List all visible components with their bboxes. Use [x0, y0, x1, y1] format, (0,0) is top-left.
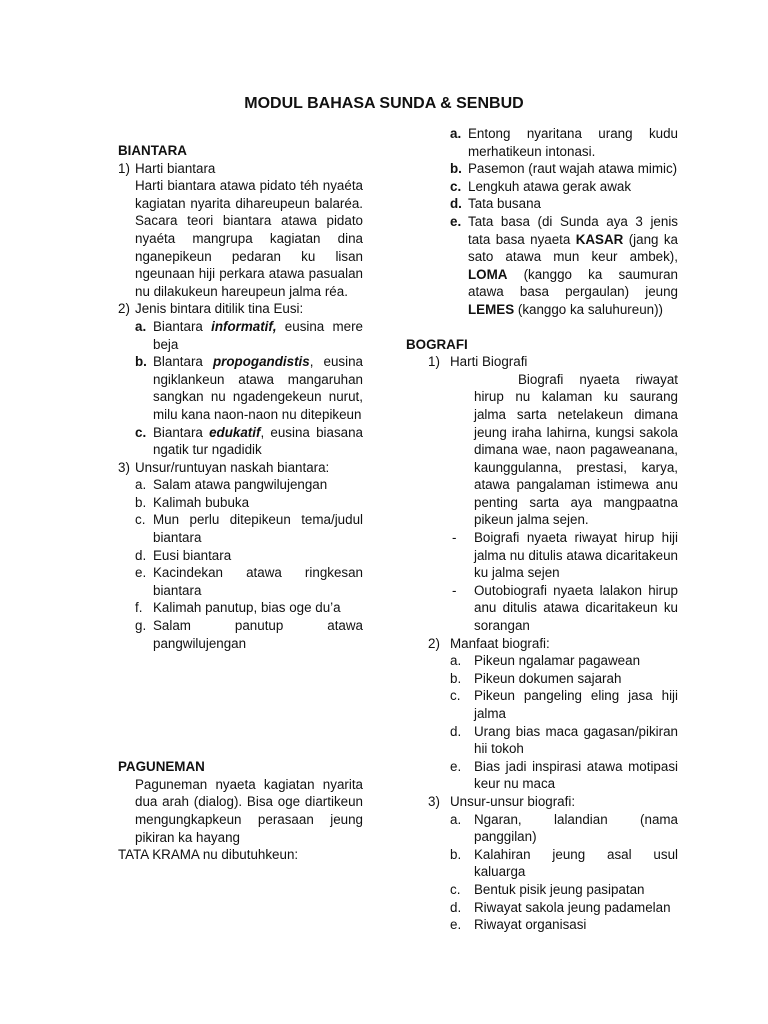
- item-label: c.: [450, 881, 461, 897]
- list-item: [406, 811, 678, 846]
- list-item: [118, 599, 363, 617]
- item-emphasis: LOMA: [468, 266, 508, 282]
- list-item: [118, 494, 363, 512]
- list-item: [118, 353, 363, 423]
- list-item: [406, 881, 678, 899]
- list-item: [406, 687, 678, 722]
- item-title: Harti biantara: [135, 160, 216, 176]
- item-number: 1): [428, 354, 440, 370]
- item-text: Tata busana: [468, 196, 541, 212]
- item-emphasis: LEMES: [468, 301, 515, 317]
- item-text: Urang bias maca gagasan/pikiran hii tokoh: [474, 723, 678, 757]
- item-text: Riwayat organisasi: [474, 917, 587, 933]
- item-label: b.: [135, 494, 147, 510]
- item-text: Salam panutup atawa pangwilujengan: [153, 618, 363, 651]
- item-title: Jenis bintara ditilik tina Eusi:: [135, 301, 304, 317]
- list-item: [118, 459, 363, 477]
- item-label: b.: [450, 670, 462, 686]
- item-text: (jang ka sato atawa mun keur ambek),: [468, 231, 678, 265]
- list-item: [118, 300, 363, 318]
- document-title: MODUL BAHASA SUNDA & SENBUD: [244, 95, 524, 112]
- list-item: [118, 547, 363, 565]
- item-text: Kalimah panutup, bias oge du’a: [153, 600, 341, 616]
- paragraph: Paguneman nyaeta kagiatan nyarita dua arah (dialog). Bisa oge diartikeun mengungkapkeun perasaan jeung pikiran ka hayang: [135, 776, 363, 845]
- dash-bullet: -: [452, 582, 457, 598]
- item-label: a.: [450, 811, 462, 827]
- item-label: a.: [135, 318, 147, 334]
- item-label: c.: [135, 512, 146, 528]
- item-emphasis: informatif,: [211, 318, 277, 334]
- list-item: [406, 758, 678, 793]
- item-text: Tata basa (di Sunda aya 3 jenis tata basa nyaeta: [468, 213, 678, 247]
- list-item: [406, 846, 678, 881]
- list-item: [406, 899, 678, 917]
- item-text: Bias jadi inspirasi atawa motipasi keur nu maca: [474, 758, 678, 792]
- item-text: eusina mere beja: [153, 318, 363, 352]
- item-label: c.: [450, 178, 462, 194]
- item-text: Outobiografi nyaeta lalakon hirup anu ditulis atawa dicaritakeun ku sorangan: [474, 582, 678, 634]
- item-text: Bentuk pisik jeung pasipatan: [474, 881, 645, 897]
- biografi-heading: BOGRAFI: [406, 336, 468, 352]
- item-label: d.: [450, 196, 462, 212]
- item-label: f.: [135, 600, 143, 616]
- paragraph: TATA KRAMA nu dibutuhkeun:: [118, 847, 299, 863]
- paragraph: Harti biantara atawa pidato téh nyaéta kagiatan nyarita dihareupeun balaréa. Sacara teori biantara atawa pidato nyaéta mangrupa kagiatan dina nganepikeun pedaran ku lisan ngeunaan hiji perkara atawa pasualan nu dilakukeun hareupeun jalma réa.: [135, 178, 363, 299]
- item-label: b.: [450, 846, 462, 862]
- item-text: (kanggo ka saumuran atawa basa pergaulan) jeung: [468, 266, 678, 300]
- list-item: [406, 178, 678, 196]
- list-item: [406, 125, 678, 160]
- item-title: Harti Biografi: [450, 354, 528, 370]
- paguneman-heading: PAGUNEMAN: [118, 759, 205, 775]
- item-label: a.: [450, 653, 462, 669]
- item-number: 3): [428, 793, 440, 809]
- item-text: Lengkuh atawa gerak awak: [468, 178, 632, 194]
- item-text: Mun perlu ditepikeun tema/judul biantara: [153, 512, 363, 546]
- item-label: g.: [135, 618, 147, 634]
- item-text: Biantara: [153, 424, 210, 440]
- list-item: [406, 529, 678, 582]
- item-text: Ngaran, lalandian (nama panggilan): [474, 811, 678, 845]
- item-label: e.: [450, 758, 462, 774]
- item-text: Eusi biantara: [153, 547, 232, 563]
- item-text: Kalimah bubuka: [153, 494, 250, 510]
- list-item: [406, 723, 678, 758]
- item-number: 2): [428, 635, 440, 651]
- list-item: [406, 670, 678, 688]
- list-item: [118, 476, 363, 494]
- item-text: Biografi nyaeta riwayat hirup nu kalaman ku saurang jalma sarta netelakeun dimana jeung iraha lahirna, kungsi sakola dimana wae, naon pagaweanana, kaunggulanna, prestasi, karya, atawa pangalaman istimewa anu penting sarta aya mangpaatna pikeun jalma sejen.: [474, 371, 678, 528]
- item-number: 1): [118, 160, 130, 176]
- item-text: Boigrafi nyaeta riwayat hirup hiji jalma nu ditulis atawa dicaritakeun ku jalma sejen: [474, 530, 678, 581]
- item-text: , eusina ngiklankeun atawa mangaruhan sangkan nu ngadengekeun nurut, milu kana naon-naon nu ditepikeun: [153, 354, 363, 422]
- list-item: [406, 160, 678, 178]
- item-text: Pikeun pangeling eling jasa hiji jalma: [474, 688, 678, 721]
- item-text: Pikeun ngalamar pagawean: [474, 653, 641, 669]
- item-emphasis: edukatif: [209, 424, 261, 440]
- list-item: [406, 652, 678, 670]
- item-label: e.: [450, 213, 462, 229]
- item-text: Entong nyaritana urang kudu merhatikeun intonasi.: [468, 126, 678, 159]
- item-label: d.: [450, 899, 462, 915]
- item-title: Manfaat biografi:: [450, 635, 550, 651]
- item-emphasis: KASAR: [575, 231, 624, 247]
- list-item: [118, 617, 363, 652]
- item-title: Unsur/runtuyan naskah biantara:: [135, 459, 330, 475]
- item-label: a.: [450, 126, 462, 141]
- item-text: Salam atawa pangwilujengan: [153, 477, 328, 493]
- item-emphasis: propogandistis: [212, 354, 310, 370]
- item-label: d.: [450, 723, 462, 739]
- item-text: Biantara: [153, 318, 212, 334]
- item-number: 3): [118, 459, 130, 475]
- paragraph: [406, 371, 678, 529]
- list-item: [406, 195, 678, 213]
- item-text: Blantara: [153, 354, 213, 370]
- item-text: , eusina biasana ngatik tur ngadidik: [153, 424, 363, 458]
- list-item: [406, 353, 678, 371]
- list-item: [118, 564, 363, 599]
- list-item: [118, 160, 363, 178]
- list-item: [118, 511, 363, 546]
- item-label: c.: [450, 688, 461, 704]
- list-item: [118, 424, 363, 459]
- item-number: 2): [118, 301, 130, 317]
- dash-bullet: -: [452, 530, 457, 546]
- list-item: [406, 793, 678, 811]
- list-item: [406, 635, 678, 653]
- item-label: e.: [135, 565, 147, 581]
- list-item: [406, 582, 678, 635]
- list-item: [118, 318, 363, 353]
- item-text: Riwayat sakola jeung padamelan: [474, 899, 671, 915]
- item-label: e.: [450, 917, 462, 933]
- list-item: [406, 916, 678, 934]
- item-text: Kalahiran jeung asal usul kaluarga: [474, 846, 678, 880]
- item-label: c.: [135, 424, 147, 440]
- item-label: b.: [135, 354, 147, 370]
- item-label: b.: [450, 161, 462, 177]
- item-text: (kanggo ka saluhureun)): [514, 301, 664, 317]
- item-label: d.: [135, 547, 147, 563]
- item-text: Kacindekan atawa ringkesan biantara: [153, 565, 363, 598]
- biantara-heading: BIANTARA: [118, 143, 187, 158]
- item-title: Unsur-unsur biografi:: [450, 793, 576, 809]
- item-text: Pikeun dokumen sajarah: [474, 670, 622, 686]
- item-text: Pasemon (raut wajah atawa mimic): [468, 161, 678, 177]
- item-label: a.: [135, 477, 147, 493]
- list-item: [406, 213, 678, 319]
- left-column: [118, 142, 363, 864]
- right-column: [406, 125, 678, 934]
